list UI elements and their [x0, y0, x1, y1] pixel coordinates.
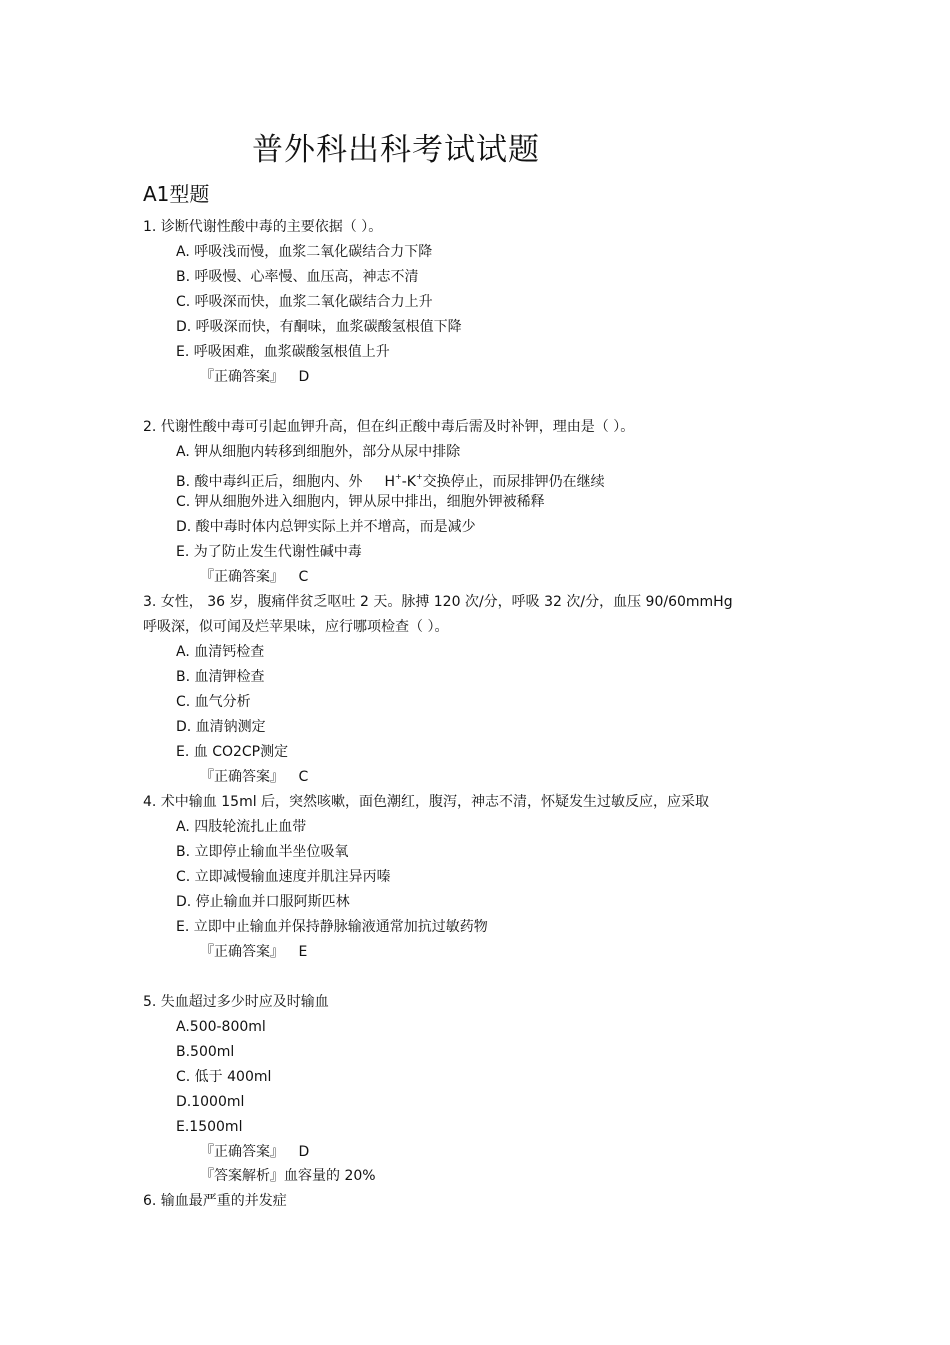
- answer-option: B. 立即停止输血半坐位吸氧: [176, 844, 349, 860]
- option-text-suffix: 交换停止，而尿排钾仍在继续: [422, 474, 605, 490]
- answer-label: 『正确答案』: [200, 769, 284, 785]
- answer-option: A. 血清钙检查: [176, 644, 265, 660]
- hydrogen-ion: H: [384, 474, 396, 490]
- answer-option: A.500-800ml: [176, 1019, 266, 1035]
- answer-option: C. 钾从细胞外进入细胞内，钾从尿中排出，细胞外钾被稀释: [176, 494, 545, 510]
- explanation-label: 『答案解析』: [200, 1168, 284, 1184]
- correct-answer: [200, 767, 308, 787]
- answer-option: D.1000ml: [176, 1094, 245, 1110]
- answer-value: C: [298, 769, 309, 785]
- question-stem: 2. 代谢性酸中毒可引起血钾升高，但在纠正酸中毒后需及时补钾，理由是（ ）。: [143, 419, 635, 435]
- answer-option: [176, 467, 605, 492]
- answer-option: B. 血清钾检查: [176, 669, 265, 685]
- question-stem-continued: 呼吸深，似可闻及烂苹果味，应行哪项检查（ ）。: [143, 619, 449, 635]
- ion-charge: +: [415, 472, 423, 481]
- answer-option: B. 呼吸慢、心率慢、血压高，神志不清: [176, 269, 419, 285]
- question-stem: 6. 输血最严重的并发症: [143, 1193, 287, 1209]
- correct-answer: [200, 367, 309, 387]
- potassium-ion: -K: [401, 474, 416, 490]
- answer-value: E: [298, 944, 308, 960]
- answer-label: 『正确答案』: [200, 369, 284, 385]
- answer-option: D. 呼吸深而快，有酮味，血浆碳酸氢根值下降: [176, 319, 462, 335]
- answer-option: E. 为了防止发生代谢性碱中毒: [176, 544, 362, 560]
- answer-option: E. 立即中止输血并保持静脉输液通常加抗过敏药物: [176, 919, 488, 935]
- correct-answer: [200, 1142, 309, 1162]
- explanation-text: 血容量的 20%: [284, 1168, 376, 1184]
- answer-option: D. 停止输血并口服阿斯匹林: [176, 894, 350, 910]
- answer-option: A. 四肢轮流扎止血带: [176, 819, 307, 835]
- ion-charge: +: [395, 472, 402, 481]
- question-stem: 5. 失血超过多少时应及时输血: [143, 994, 329, 1010]
- correct-answer: [200, 567, 308, 587]
- option-text: B. 酸中毒纠正后，细胞内、外: [176, 474, 363, 490]
- answer-option: D. 血清钠测定: [176, 719, 266, 735]
- answer-option: E. 血 CO2CP测定: [176, 744, 289, 760]
- page-title: 普外科出科考试试题: [252, 132, 540, 168]
- answer-option: E.1500ml: [176, 1119, 243, 1135]
- answer-option: E. 呼吸困难，血浆碳酸氢根值上升: [176, 344, 390, 360]
- answer-value: D: [298, 369, 310, 385]
- correct-answer: [200, 942, 307, 962]
- answer-option: D. 酸中毒时体内总钾实际上并不增高，而是减少: [176, 519, 476, 535]
- section-heading: A1型题: [143, 182, 210, 206]
- answer-option: C. 血气分析: [176, 694, 251, 710]
- answer-option: B.500ml: [176, 1044, 235, 1060]
- answer-label: 『正确答案』: [200, 569, 284, 585]
- question-stem: 3. 女性， 36 岁，腹痛伴贫乏呕吐 2 天。脉搏 120 次/分，呼吸 32 次/分，血压 90/60mmHg: [143, 594, 733, 610]
- question-stem: 4. 术中输血 15ml 后，突然咳嗽，面色潮红，腹泻，神志不清，怀疑发生过敏反应，应采取: [143, 794, 710, 810]
- question-stem: 1. 诊断代谢性酸中毒的主要依据（ ）。: [143, 219, 383, 235]
- answer-option: C. 立即减慢输血速度并肌注异丙嗪: [176, 869, 391, 885]
- answer-label: 『正确答案』: [200, 944, 284, 960]
- answer-value: D: [298, 1144, 310, 1160]
- answer-label: 『正确答案』: [200, 1144, 284, 1160]
- answer-value: C: [298, 569, 309, 585]
- answer-option: C. 呼吸深而快，血浆二氧化碳结合力上升: [176, 294, 433, 310]
- answer-option: A. 钾从细胞内转移到细胞外，部分从尿中排除: [176, 444, 461, 460]
- answer-option: C. 低于 400ml: [176, 1069, 272, 1085]
- answer-option: A. 呼吸浅而慢，血浆二氧化碳结合力下降: [176, 244, 433, 260]
- answer-explanation: [200, 1166, 376, 1186]
